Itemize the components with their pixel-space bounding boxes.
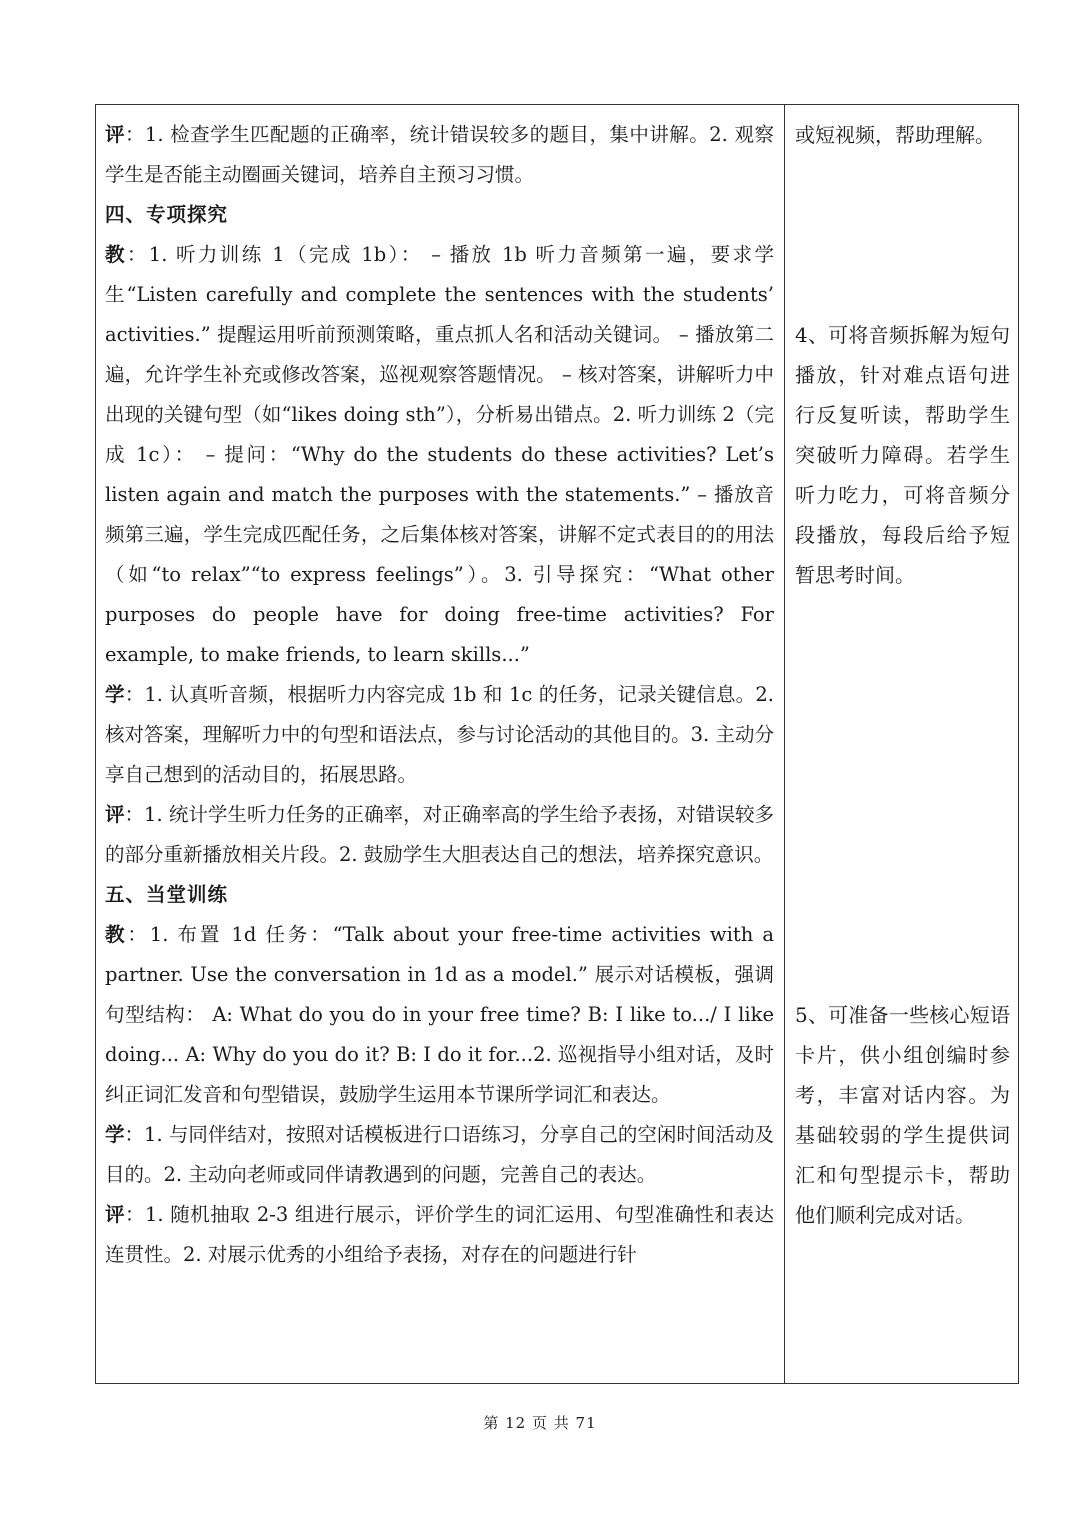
teaching-process-column: [96, 105, 785, 1383]
evaluation-text: ：1. 随机抽取 2-3 组进行展示，评价学生的词汇运用、句型准确性和表达连贯性。2. 对展示优秀的小组给予表扬，对存在的问题进行针: [105, 1203, 774, 1266]
evaluation-text: ：1. 检查学生匹配题的正确率，统计错误较多的题目，集中讲解。2. 观察学生是否能主动圈画关键词，培养自主预习习惯。: [105, 123, 774, 186]
design-notes-column: [785, 105, 1018, 1383]
student-text: ：1. 与同伴结对，按照对话模板进行口语练习，分享自己的空闲时间活动及目的。2. 主动向老师或同伴请教遇到的问题，完善自己的表达。: [105, 1123, 774, 1186]
student-text: ：1. 认真听音频，根据听力内容完成 1b 和 1c 的任务，记录关键信息。2. 核对答案，理解听力中的句型和语法点，参与讨论活动的其他目的。3. 主动分享自己想到的活动目的，拓展思路。: [105, 683, 774, 786]
teacher-text: ：1. 听力训练 1（完成 1b）： – 播放 1b 听力音频第一遍，要求学生“Listen carefully and complete the sentences with the students’ activities.” 提醒运用听前预测策略，重点抓人名和活动关键词。 – 播放第二遍，允许学生补充或修改答案，巡视观察答题情况。 – 核对答案，讲解听力中出现的关键句型（如“likes doing sth”），分析易出错点。2. 听力训练 2（完成 1c）： – 提问：“Why do the students do these activities? Let’s listen again and match the purposes with the statements.” – 播放音频第三遍，学生完成匹配任务，之后集体核对答案，讲解不定式表目的的用法（如“to relax”“to express feelings”）。3. 引导探究：“What other purposes do people have for doing free-time activities? For example, to make friends, to learn skills...”: [105, 243, 774, 666]
student-label: 学: [105, 683, 125, 706]
lesson-plan-table: [95, 104, 1019, 1384]
teacher-paragraph: [105, 235, 774, 675]
design-note: 或短视频，帮助理解。: [795, 123, 995, 147]
evaluation-paragraph: [105, 115, 774, 195]
design-note: 5、可准备一些核心短语卡片，供小组创编时参考，丰富对话内容。为基础较弱的学生提供词汇和句型提示卡，帮助他们顺利完成对话。: [795, 1003, 1010, 1227]
teacher-text: ：1. 布置 1d 任务：“Talk about your free-time activities with a partner. Use the conversation in 1d as a model.” 展示对话模板，强调句型结构： A: What do you do in your free time? B: I like to.../ I like doing... A: Why do you do it? B: I do it for...2. 巡视指导小组对话，及时纠正词汇发音和句型错误，鼓励学生运用本节课所学词汇和表达。: [105, 923, 774, 1106]
teacher-label: 教: [105, 243, 127, 266]
teacher-paragraph: [105, 915, 774, 1115]
evaluation-paragraph: [105, 795, 774, 875]
evaluation-text: ：1. 统计学生听力任务的正确率，对正确率高的学生给予表扬，对错误较多的部分重新播放相关片段。2. 鼓励学生大胆表达自己的想法，培养探究意识。: [105, 803, 774, 866]
section-heading-exploration: 四、专项探究: [105, 203, 229, 226]
evaluation-label: 评: [105, 1203, 125, 1226]
evaluation-label: 评: [105, 123, 125, 146]
design-note: 4、可将音频拆解为短句播放，针对难点语句进行反复听读，帮助学生突破听力障碍。若学生听力吃力，可将音频分段播放，每段后给予短暂思考时间。: [795, 323, 1010, 587]
teacher-label: 教: [105, 923, 128, 946]
student-paragraph: [105, 675, 774, 795]
evaluation-paragraph: [105, 1195, 774, 1275]
page-number: 第 12 页 共 71: [483, 1414, 597, 1432]
student-paragraph: [105, 1115, 774, 1195]
section-heading-practice: 五、当堂训练: [105, 883, 229, 906]
student-label: 学: [105, 1123, 125, 1146]
evaluation-label: 评: [105, 803, 125, 826]
